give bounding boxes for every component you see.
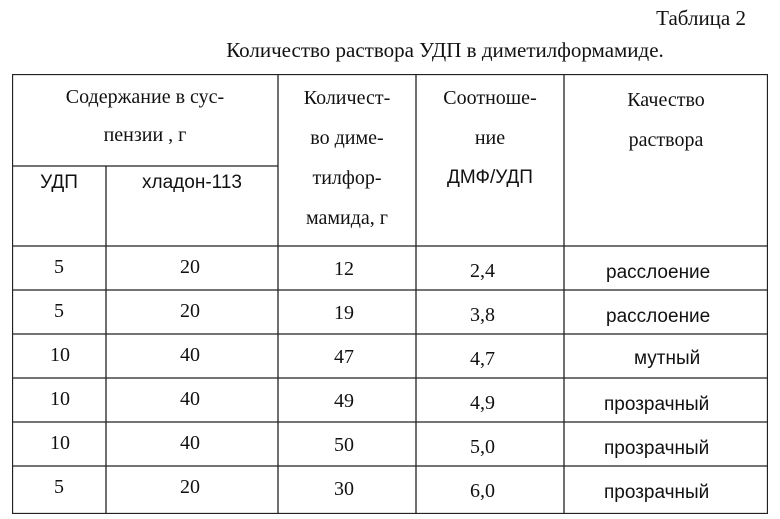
- cell-ratio-0: 2,4: [470, 260, 495, 282]
- cell-quality-3: прозрачный: [604, 394, 710, 415]
- cell-udp-1: 5: [54, 300, 64, 322]
- cell-dmf-4: 50: [334, 434, 354, 456]
- cell-freon-3: 40: [180, 388, 200, 410]
- cell-ratio-5: 6,0: [470, 480, 495, 502]
- header-group-content: Содержание в сус- пензии , г: [65, 86, 225, 146]
- header-ratio: Соотноше- ние ДМФ/УДП: [443, 87, 537, 188]
- cell-freon-4: 40: [180, 432, 200, 454]
- header-freon: хладон-113: [142, 172, 242, 193]
- cell-dmf-1: 19: [334, 302, 354, 324]
- cell-freon-2: 40: [180, 344, 200, 366]
- table-caption: Количество раствора УДП в диметилформамиде.: [226, 38, 664, 62]
- header-quality: Качество раствора: [627, 89, 705, 151]
- cell-freon-5: 20: [180, 476, 200, 498]
- table-number-label: Таблица 2: [656, 6, 746, 30]
- cell-quality-0: расслоение: [606, 262, 711, 283]
- cell-udp-0: 5: [54, 256, 64, 278]
- cell-dmf-2: 47: [334, 346, 354, 368]
- cell-dmf-5: 30: [334, 478, 354, 500]
- data-table: [12, 74, 768, 514]
- cell-freon-0: 20: [180, 256, 200, 278]
- cell-dmf-3: 49: [334, 390, 354, 412]
- header-dmf-amount: Количест- во диме- тилфор- мамида, г: [303, 87, 391, 229]
- cell-udp-3: 10: [50, 388, 70, 410]
- cell-quality-5: прозрачный: [604, 482, 710, 503]
- cell-quality-1: расслоение: [606, 306, 711, 327]
- cell-dmf-0: 12: [334, 258, 354, 280]
- cell-udp-4: 10: [50, 432, 70, 454]
- cell-udp-5: 5: [54, 476, 64, 498]
- header-udp: УДП: [40, 172, 78, 193]
- cell-quality-4: прозрачный: [604, 438, 710, 459]
- cell-freon-1: 20: [180, 300, 200, 322]
- cell-udp-2: 10: [50, 344, 70, 366]
- cell-quality-2: мутный: [634, 348, 701, 369]
- cell-ratio-1: 3,8: [470, 304, 495, 326]
- cell-ratio-3: 4,9: [470, 392, 495, 414]
- cell-ratio-2: 4,7: [470, 348, 495, 370]
- cell-ratio-4: 5,0: [470, 436, 495, 458]
